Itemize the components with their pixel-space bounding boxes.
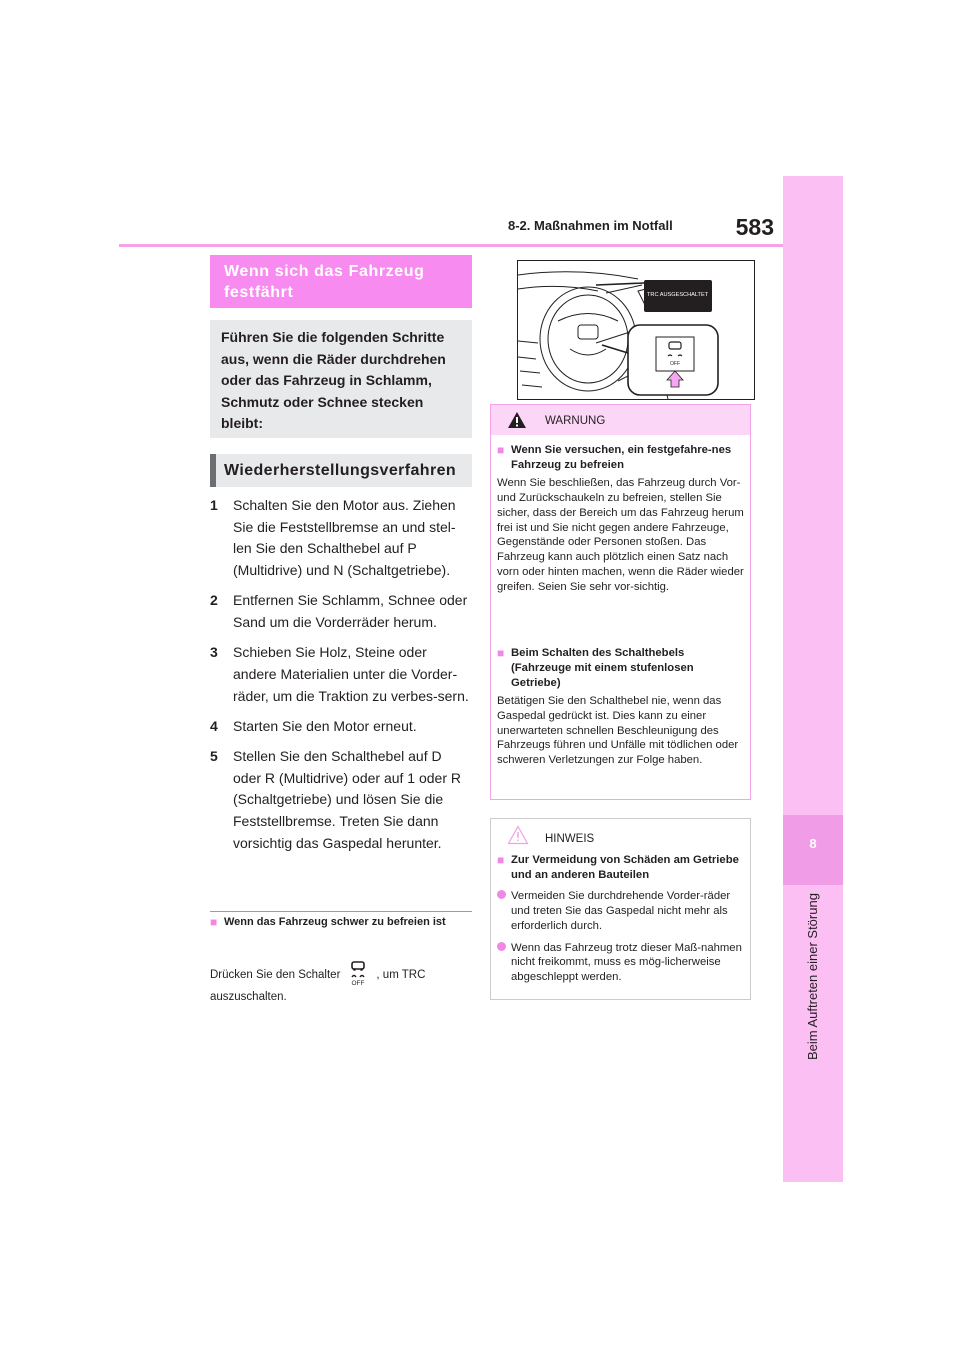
warning-header bbox=[491, 405, 750, 435]
warning-section-text: Betätigen Sie den Schalthebel nie, wenn das Gaspedal gedrückt ist. Dies kann zu einer unerwarteten schnellen Beschleunigung des Fahrzeugs führen und Unfälle mit tödlichen oder schweren Verletzungen zur Folge haben. bbox=[497, 694, 739, 767]
step-text: Stellen Sie den Schalthebel auf D oder R (Multidrive) oder auf 1 oder R (Schaltgetriebe) und lösen Sie die Feststellbremse. Treten Sie dann vorsichtig das Gaspedal herunter. bbox=[233, 748, 461, 851]
step-item bbox=[210, 495, 472, 582]
warning-triangle-icon bbox=[507, 411, 527, 429]
step-number: 3 bbox=[210, 644, 218, 661]
warning-box bbox=[490, 404, 751, 800]
warning-section bbox=[497, 443, 746, 595]
step-item bbox=[210, 746, 472, 855]
dashboard-illustration bbox=[517, 260, 755, 400]
hint-heading bbox=[497, 853, 746, 883]
hint-heading-text: Zur Vermeidung von Schäden am Getriebe und an anderen Bauteilen bbox=[511, 854, 739, 881]
warning-section-text: Wenn Sie beschließen, das Fahrzeug durch Vor- und Zurückschaukeln zu befreien, stellen Sie sicher, dass der Bereich um das Fahrzeug herum frei ist und Sie nicht gegen andere Fahrzeuge, Gegenstände oder Personen stoßen. Das Fahrzeug kann auch plötzlich einen Satz nach vorn oder hinten machen, wenn die Räder wieder greifen. Seien Sie sehr vor-sichtig. bbox=[497, 476, 744, 594]
note-heading bbox=[210, 916, 484, 929]
section-reference: 8-2. Maßnahmen im Notfall bbox=[508, 218, 673, 233]
trc-indicator-text: TRC AUSGESCHALTET bbox=[647, 292, 709, 298]
square-bullet-icon: ■ bbox=[497, 853, 505, 867]
section-title: Wenn sich das Fahrzeug festfährt bbox=[224, 263, 425, 301]
note-text-after: , um TRC auszuschalten. bbox=[210, 969, 426, 1003]
step-number: 4 bbox=[210, 717, 218, 734]
procedure-steps bbox=[210, 495, 472, 863]
warning-section-heading bbox=[497, 443, 746, 473]
step-text: Entfernen Sie Schlamm, Schnee oder Sand um die Vorderräder herum. bbox=[233, 592, 468, 631]
warning-heading-text: Wenn Sie versuchen, ein festgefahre-nes Fahrzeug zu befreien bbox=[511, 444, 732, 471]
chapter-title-text: Beim Auftreten einer Störung bbox=[805, 893, 820, 1060]
hint-bullet-text: Wenn das Fahrzeug trotz dieser Maß-nahmen nicht freikommt, muss es mög-licherweise abgeschleppt werden. bbox=[511, 941, 742, 984]
step-text: Starten Sie den Motor erneut. bbox=[233, 717, 417, 734]
square-bullet-icon: ■ bbox=[497, 646, 505, 660]
warning-title: WARNUNG bbox=[545, 415, 606, 427]
page-number: 583 bbox=[735, 214, 774, 240]
step-item bbox=[210, 716, 472, 738]
hint-title: HINWEIS bbox=[545, 833, 595, 845]
svg-text:OFF: OFF bbox=[351, 980, 365, 986]
trc-indicator-display bbox=[644, 280, 712, 312]
intro-text: Führen Sie die folgenden Schritte aus, wenn die Räder durchdrehen oder das Fahrzeug in Schlamm, Schmutz oder Schnee stecken bleibt: bbox=[221, 329, 446, 431]
chapter-number: 8 bbox=[809, 836, 817, 851]
square-bullet-icon: ■ bbox=[210, 915, 218, 929]
step-text: Schieben Sie Holz, Steine oder andere Materialien unter die Vorder-räder, um die Traktion zu verbes-sern. bbox=[233, 644, 469, 704]
step-item bbox=[210, 642, 472, 707]
warning-section-heading bbox=[497, 646, 746, 691]
hint-bullet-text: Vermeiden Sie durchdrehende Vorder-räder und treten Sie das Gaspedal nicht mehr als erforderlich durch. bbox=[511, 889, 731, 932]
note-text-before: Drücken Sie den Schalter bbox=[210, 969, 341, 981]
step-number: 5 bbox=[210, 748, 218, 765]
caution-triangle-icon bbox=[507, 825, 529, 845]
note-divider bbox=[210, 911, 472, 912]
warning-heading-text: Beim Schalten des Schalthebels (Fahrzeuge mit einem stufenlosen Getriebe) bbox=[511, 647, 694, 689]
note-body bbox=[210, 960, 470, 1008]
hint-bullet bbox=[497, 941, 746, 986]
header-rule bbox=[119, 244, 783, 247]
step-number: 2 bbox=[210, 592, 218, 609]
hint-bullet bbox=[497, 889, 746, 934]
svg-text:OFF: OFF bbox=[670, 361, 680, 367]
hint-content bbox=[497, 853, 746, 985]
intro-box bbox=[210, 320, 472, 438]
note-heading-text: Wenn das Fahrzeug schwer zu befreien ist bbox=[224, 916, 446, 928]
section-title-box bbox=[210, 255, 472, 308]
bullet-dot-icon bbox=[497, 942, 506, 951]
square-bullet-icon: ■ bbox=[497, 443, 505, 457]
step-item bbox=[210, 590, 472, 633]
step-text: Schalten Sie den Motor aus. Ziehen Sie die Feststellbremse an und stel-len Sie den Schalthebel auf P (Multidrive) und N (Schaltgetriebe). bbox=[233, 497, 456, 579]
chapter-title bbox=[805, 885, 825, 1065]
bullet-dot-icon bbox=[497, 890, 506, 899]
procedure-title: Wiederherstellungsverfahren bbox=[224, 462, 457, 479]
warning-section bbox=[497, 646, 746, 768]
procedure-title-bar bbox=[210, 454, 216, 487]
procedure-title-box bbox=[210, 454, 472, 487]
hint-box bbox=[490, 818, 751, 1000]
step-number: 1 bbox=[210, 497, 218, 513]
trc-off-icon bbox=[344, 960, 372, 986]
